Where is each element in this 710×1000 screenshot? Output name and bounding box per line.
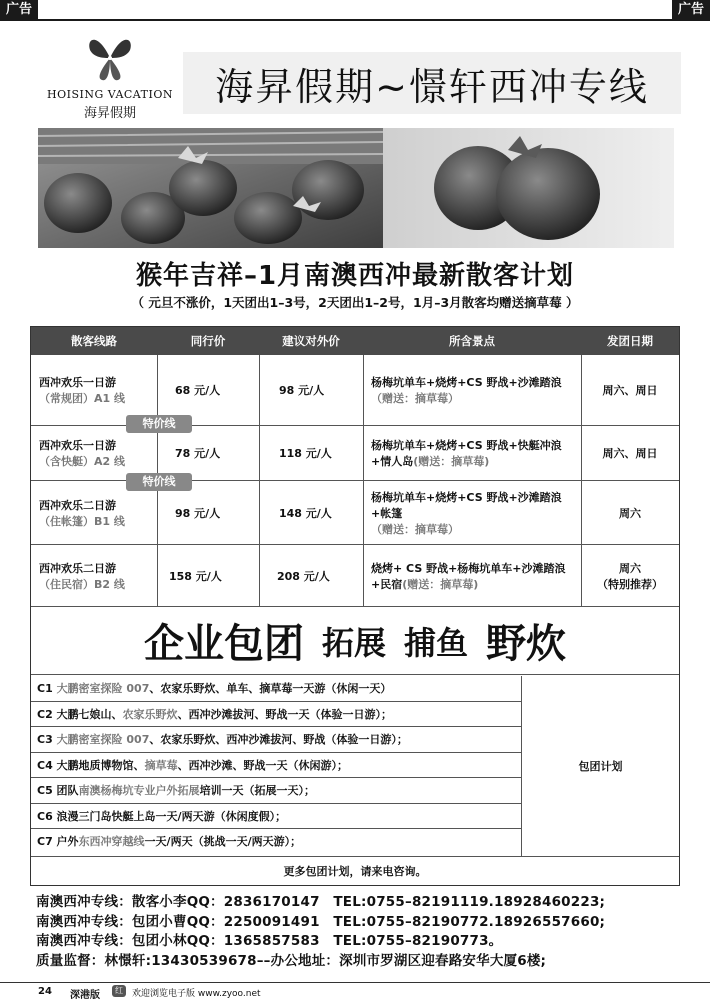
page-footer <box>0 982 710 1000</box>
route-code: （常规团）A1 线 <box>39 392 125 405</box>
column-divider <box>259 355 260 606</box>
special-price-badge: 特价线 <box>126 473 192 491</box>
peer-price-cell: 98 元/人 <box>175 506 221 520</box>
gift-text: （赠送：摘草莓） <box>371 522 459 536</box>
spots-cell <box>371 545 579 606</box>
brand-logo <box>40 28 180 123</box>
peer-price-cell: 78 元/人 <box>175 447 221 460</box>
top-rule <box>0 19 710 21</box>
more-plans-note: 更多包团计划，请来电咨询。 <box>31 856 679 886</box>
dates-note: （特别推荐） <box>597 577 663 591</box>
contact-line: 质量监督：林憬轩:13430539678––办公地址：深圳市罗湖区迎春路安华大厦6楼; <box>36 952 547 969</box>
page-title: 海昇假期~憬轩西冲专线 <box>215 64 649 109</box>
route-name: 西冲欢乐二日游 <box>39 561 116 575</box>
list-item: C1 大鹏密室探险 007、农家乐野炊、单车、摘草莓一天游（休闲一天） <box>31 676 521 702</box>
gift-text: (赠送：摘草莓) <box>402 577 479 591</box>
peer-price-cell: 158 元/人 <box>169 569 222 583</box>
table-header-row <box>31 327 679 355</box>
gift-text: （赠送：摘草莓） <box>371 392 459 405</box>
spots-cell <box>371 355 579 425</box>
group-plan-label: 包团计划 <box>578 760 623 773</box>
header-banner <box>183 52 681 114</box>
edition-badge-icon: 红 <box>112 985 126 997</box>
col-header-retail-price: 建议对外价 <box>282 334 340 348</box>
list-item: C7 户外东西冲穿越线一天/两天（挑战一天/两天游）； <box>37 835 302 848</box>
retail-price-cell: 118 元/人 <box>279 447 332 460</box>
butterfly-logo-icon <box>80 28 140 84</box>
peer-price-cell: 68 元/人 <box>175 384 221 397</box>
ad-tag-right: 广告 <box>672 0 710 20</box>
contact-line: 南澳西冲专线：散客小李QQ：2836170147 TEL:0755–82191119.18928460223; <box>36 894 606 910</box>
page-number: 24 <box>38 986 52 997</box>
strawberry-photo <box>38 128 674 248</box>
retail-price-cell: 98 元/人 <box>279 384 325 397</box>
retail-price-cell: 148 元/人 <box>279 506 332 520</box>
contact-line: 南澳西冲专线：包团小林QQ：1365857583 TEL:0755–82190773。 <box>36 933 503 949</box>
gift-text: (赠送：摘草莓) <box>413 455 490 468</box>
dates-cell: 周六 <box>619 506 641 520</box>
contact-info <box>36 893 696 971</box>
col-header-spots: 所含景点 <box>449 334 495 348</box>
spots-text: 杨梅坑单车+烧烤+CS 野战+沙滩踏浪 <box>371 376 562 389</box>
spots-text: 杨梅坑单车+烧烤+CS 野战+快艇冲浪+情人岛 <box>371 439 562 468</box>
group-title-picnic: 野炊 <box>486 620 567 667</box>
logo-text-cn: 海昇假期 <box>83 106 136 121</box>
col-header-route: 散客线路 <box>71 334 117 348</box>
group-tour-title <box>31 607 679 675</box>
col-header-dates: 发团日期 <box>607 334 653 348</box>
tour-plan-box <box>30 326 680 886</box>
col-header-peer-price: 同行价 <box>190 334 226 348</box>
route-cell <box>39 545 157 606</box>
list-item: C2 大鹏七娘山、农家乐野炊、西冲沙滩拔河、野战一天（体验一日游）； <box>31 702 521 728</box>
spots-cell <box>371 426 579 480</box>
logo-text-en: HOISING VACATION <box>47 88 173 101</box>
group-package-list <box>31 676 521 855</box>
contact-line: 南澳西冲专线：包团小曹QQ：2250091491 TEL:0755–82190772.18926557660; <box>36 913 606 930</box>
list-item: C6 浪漫三门岛快艇上岛一天/两天游（休闲度假）； <box>31 804 521 830</box>
dates-text: 周六 <box>619 561 641 575</box>
column-divider <box>581 355 582 606</box>
group-title-corporate: 企业包团 <box>143 620 304 667</box>
campaign-subline: （ 元旦不涨价，1天团出1–3号，2天团出1–2号，1月–3月散客均赠送摘草莓 ） <box>131 295 579 310</box>
route-code: （含快艇）A2 线 <box>39 455 125 468</box>
route-code: （住民宿）B2 线 <box>39 577 125 591</box>
group-title-outreach: 拓展 <box>321 623 386 662</box>
website-link[interactable]: 欢迎浏览电子版 www.zyoo.net <box>132 989 261 999</box>
spots-text: 烧烤+ CS 野战+杨梅坑单车+沙滩踏浪+民宿 <box>371 561 566 591</box>
dates-cell: 周六、周日 <box>602 447 658 460</box>
spots-cell <box>371 481 579 544</box>
list-item: C5 团队南澳杨梅坑专业户外拓展培训一天（拓展一天）； <box>31 778 521 804</box>
list-item: C4 大鹏地质博物馆、摘草莓、西冲沙滩、野战一天（休闲游）； <box>31 753 521 779</box>
column-divider <box>363 355 364 606</box>
route-code: （住帐篷）B1 线 <box>39 514 125 528</box>
edition-label: 深港版 <box>70 990 100 1000</box>
group-title-fishing: 捕鱼 <box>404 623 469 662</box>
special-price-badge: 特价线 <box>126 415 192 433</box>
dates-cell: 周六、周日 <box>602 384 658 397</box>
spots-text: 杨梅坑单车+烧烤+CS 野战+沙滩踏浪+帐篷 <box>371 490 562 520</box>
route-name: 西冲欢乐一日游 <box>39 439 116 452</box>
retail-price-cell: 208 元/人 <box>277 569 330 583</box>
ad-tag-left: 广告 <box>0 0 38 20</box>
route-name: 西冲欢乐一日游 <box>39 376 116 389</box>
route-name: 西冲欢乐二日游 <box>39 498 116 512</box>
campaign-headline: 猴年吉祥–1月南澳西冲最新散客计划 <box>135 261 575 291</box>
dates-cell <box>581 545 679 606</box>
list-item: C3 大鹏密室探险 007、农家乐野炊、西冲沙滩拔河、野战（体验一日游）； <box>31 727 521 753</box>
route-cell <box>39 426 157 480</box>
